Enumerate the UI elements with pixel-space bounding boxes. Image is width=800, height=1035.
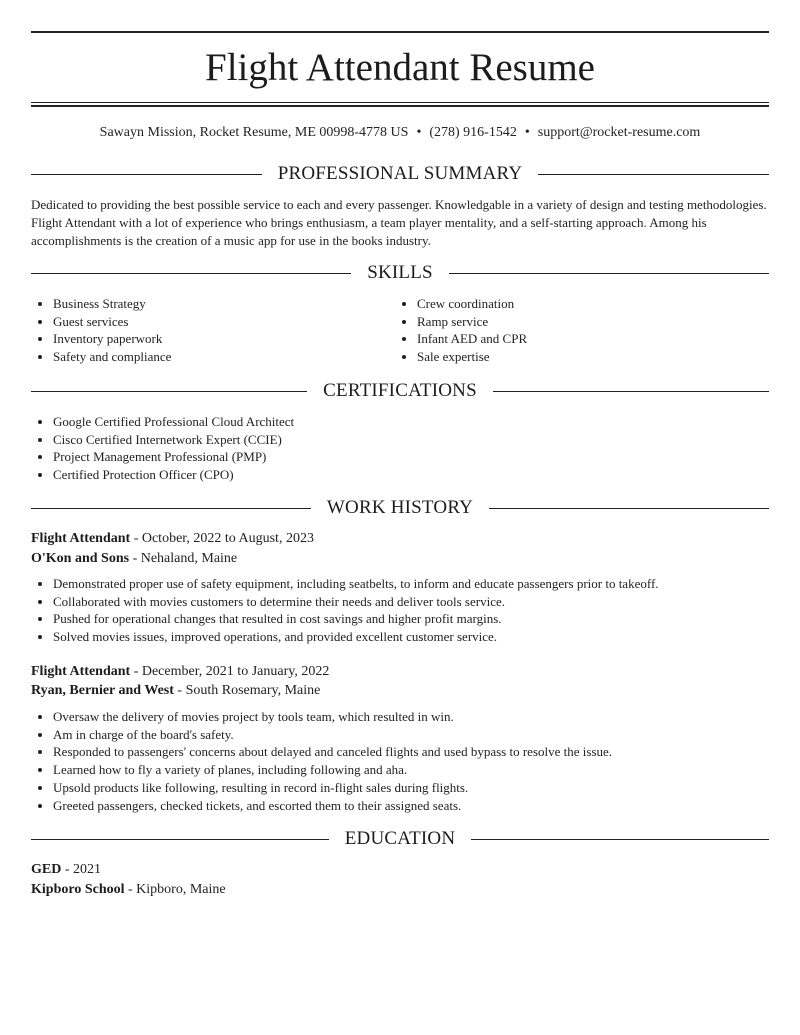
divider — [449, 273, 769, 274]
education-location: - Kipboro, Maine — [124, 882, 226, 897]
divider — [31, 174, 262, 175]
skill-item: • Crew coordination — [417, 295, 777, 313]
section-title: CERTIFICATIONS — [323, 380, 477, 401]
contact-line — [31, 123, 769, 143]
job-location: - South Rosemary, Maine — [173, 683, 321, 698]
education-year: - 2021 — [61, 862, 102, 877]
job-bullet: • Solved movies issues, improved operations, and provided excellent customer service. — [53, 628, 769, 646]
resume-title: Flight Attendant Resume — [205, 46, 595, 89]
skill-item: • Infant AED and CPR — [417, 330, 777, 348]
job-bullets — [31, 708, 769, 814]
certification-item: • Google Certified Professional Cloud Architect — [53, 413, 769, 431]
certification-item: • Cisco Certified Internetwork Expert (CCIE) — [53, 431, 769, 449]
skills-list-right — [395, 295, 777, 366]
job-bullet: • Upsold products like following, resulting in record in-flight sales during flights. — [53, 779, 769, 797]
section-header-summary — [31, 162, 769, 186]
job-company: O'Kon and Sons — [31, 551, 130, 566]
job-bullet: • Responded to passengers' concerns about delayed and canceled flights and used bypass to resolve the issue. — [53, 743, 769, 761]
education-degree: GED — [31, 862, 62, 877]
contact-email: support@rocket-resume.com — [537, 125, 701, 140]
divider — [31, 839, 329, 840]
section-header-education — [31, 827, 769, 851]
job-company: Ryan, Bernier and West — [31, 683, 174, 698]
section-title: WORK HISTORY — [326, 497, 474, 518]
contact-phone: (278) 916-1542 — [429, 125, 517, 140]
job-title: Flight Attendant — [31, 531, 131, 546]
job-bullet: • Oversaw the delivery of movies project by tools team, which resulted in win. — [53, 708, 769, 726]
divider — [31, 273, 351, 274]
contact-separator: • — [524, 125, 530, 140]
job-dates: - October, 2022 to August, 2023 — [130, 531, 314, 546]
skill-item: • Guest services — [53, 313, 393, 331]
section-title: PROFESSIONAL SUMMARY — [277, 163, 523, 184]
certifications-list — [31, 413, 769, 484]
skill-item: • Inventory paperwork — [53, 330, 393, 348]
skill-item: • Sale expertise — [417, 348, 777, 366]
certification-item: • Project Management Professional (PMP) — [53, 448, 769, 466]
summary-text: Dedicated to providing the best possible service to each and every passenger. Knowledgable in a variety of design and testing methodologies. Flight Attendant with a lot of experience who brings enthusiasm, a team player mentality, and a self-starting approach. Among his accomplishments is the creation of a music app for use in the books industry. — [31, 197, 767, 248]
certification-item: • Certified Protection Officer (CPO) — [53, 466, 769, 484]
section-header-certifications — [31, 379, 769, 403]
section-title: SKILLS — [367, 262, 433, 283]
education-degree-line — [31, 860, 101, 880]
job-company-line — [31, 549, 237, 569]
divider — [538, 174, 769, 175]
job-bullet: • Demonstrated proper use of safety equipment, including seatbelts, to inform and educate passengers prior to takeoff. — [53, 575, 769, 593]
job-title-line — [31, 662, 329, 682]
title-rule-thick — [31, 105, 769, 107]
top-rule — [31, 31, 769, 33]
divider — [471, 839, 769, 840]
skill-item: • Business Strategy — [53, 295, 393, 313]
contact-address: Sawayn Mission, Rocket Resume, ME 00998-4778 US — [99, 125, 409, 140]
job-bullet: • Collaborated with movies customers to determine their needs and deliver tools service. — [53, 593, 769, 611]
divider — [31, 391, 307, 392]
skill-item: • Ramp service — [417, 313, 777, 331]
section-title: EDUCATION — [344, 828, 456, 849]
job-location: - Nehaland, Maine — [129, 551, 238, 566]
title-rule-thin — [31, 102, 769, 103]
divider — [493, 391, 769, 392]
job-bullet: • Pushed for operational changes that resulted in cost savings and higher profit margins. — [53, 610, 769, 628]
job-bullet: • Am in charge of the board's safety. — [53, 726, 769, 744]
job-bullet: • Greeted passengers, checked tickets, and escorted them to their assigned seats. — [53, 797, 769, 815]
divider — [489, 508, 769, 509]
job-title-line — [31, 529, 314, 549]
job-dates: - December, 2021 to January, 2022 — [130, 664, 330, 679]
section-header-work-history — [31, 496, 769, 520]
job-company-line — [31, 681, 320, 701]
education-school: Kipboro School — [31, 882, 125, 897]
education-school-line — [31, 880, 226, 900]
skill-item: • Safety and compliance — [53, 348, 393, 366]
contact-separator: • — [416, 125, 422, 140]
job-title: Flight Attendant — [31, 664, 131, 679]
divider — [31, 508, 311, 509]
job-bullet: • Learned how to fly a variety of planes, including following and aha. — [53, 761, 769, 779]
skills-list-left — [31, 295, 393, 366]
section-header-skills — [31, 261, 769, 285]
job-bullets — [31, 575, 769, 646]
